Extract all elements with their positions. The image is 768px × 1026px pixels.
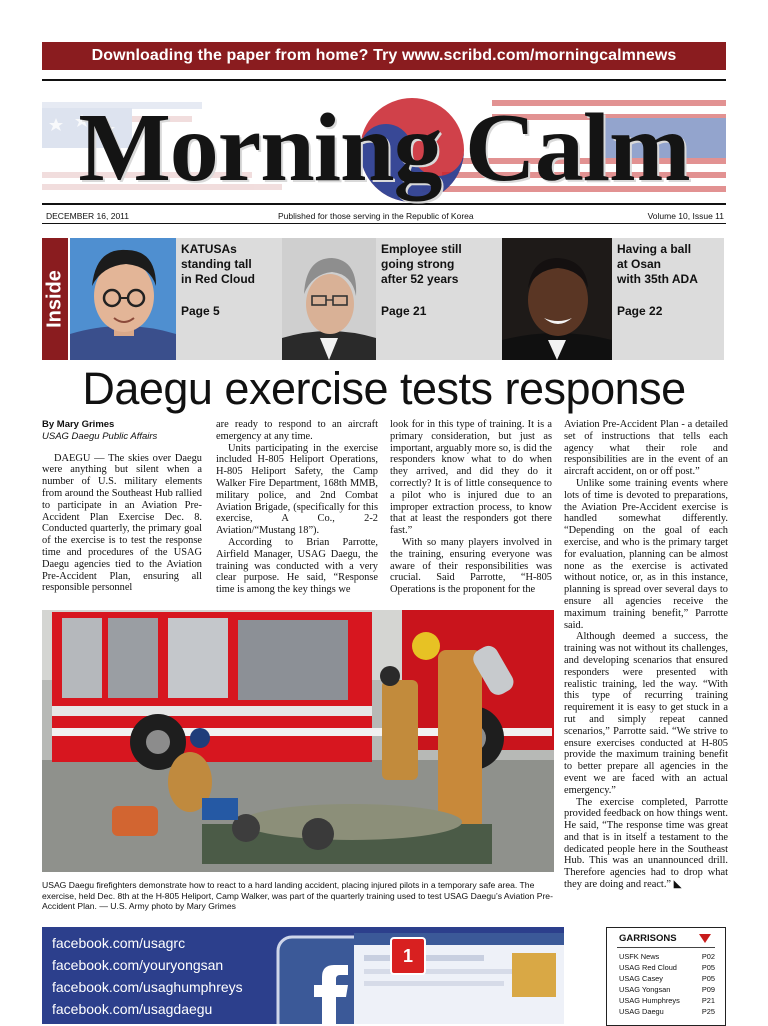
inside-item-3-line-1: Having a ball <box>617 242 692 256</box>
paragraph: Although deemed a success, the training was not without its challenges, and developing scenarios that ensured responders were presented with realistic training, led the way. “With this type of recurring training requirement it is easy to get stuck in a rut and simply repeat canned scenarios,” Parrotte said. “We strive to ensure exercises conducted at H-805 provide the maximum training benefit to better prepare all agencies in the event we are faced with an actual emergency.” <box>564 631 728 796</box>
dateline-rule <box>42 223 726 224</box>
inside-item-2-line-1: Employee still <box>381 242 462 256</box>
masthead-title: Morning Calm <box>78 94 690 202</box>
inside-item-3[interactable] <box>612 238 724 360</box>
inside-item-2-line-3: after 52 years <box>381 272 459 286</box>
paragraph: look for in this type of training. It is a primary consideration, but just as important, arguably more so, is did the responders know what to do when they arrived, and did they do it correctly? It is of little consequence to a pilot who is injured due to an improper extraction process, to know that at least the responders got there fast.” <box>390 419 552 537</box>
photo-caption: USAG Daegu firefighters demonstrate how to react to a hard landing accident, placing injured pilots in a temporary safe area. The exercise, held Dec. 8th at the H-805 Heliport, Camp Walker, was part of the quarterly training used to test USAG Daegu’s Aviation Pre-Accident Plan. — U.S. Army photo by Mary Grimes <box>42 880 553 912</box>
garrison-row[interactable] <box>619 985 715 994</box>
garrisons-title: GARRISONS <box>619 933 677 944</box>
paragraph: According to Brian Parrotte, Airfield Manager, USAG Daegu, the training was conducted with a very clear purpose. He said, “Response time is among the key things we <box>216 536 378 596</box>
inside-item-1-page: Page 5 <box>181 304 220 318</box>
inside-photo-employee <box>282 238 376 360</box>
facebook-links-panel <box>42 927 564 1024</box>
issue-date: DECEMBER 16, 2011 <box>46 211 129 221</box>
article-column-4 <box>564 419 728 891</box>
facebook-link-youryongsan[interactable]: facebook.com/youryongsan <box>52 957 224 973</box>
article-column-1 <box>42 419 202 594</box>
garrison-name: USAG Casey <box>619 974 663 983</box>
garrison-name: USAG Daegu <box>619 1007 664 1016</box>
article-photo-fire-truck <box>42 610 554 872</box>
garrison-row[interactable] <box>619 996 715 1005</box>
paragraph: Units participating in the exercise included H-805 Heliport Operations, H-805 Heliport Safety, the Camp Walker Fire Department, 168th MMB, military police, and 2nd Combat Aviation Brigade, (specifically for this exercise, A Co., 2-2 Aviation/“Mustang 18”). <box>216 442 378 537</box>
inside-item-2-page: Page 21 <box>381 304 427 318</box>
garrison-name: USAG Red Cloud <box>619 963 677 972</box>
garrison-page: P02 <box>701 952 715 961</box>
garrison-row[interactable] <box>619 1007 715 1016</box>
paragraph: are ready to respond to an aircraft emergency at any time. <box>216 419 378 442</box>
inside-item-3-page: Page 22 <box>617 304 663 318</box>
scribd-banner: Downloading the paper from home? Try www.scribd.com/morningcalmnews <box>42 42 726 70</box>
portrait-image <box>282 238 376 360</box>
paragraph: Unlike some training events where lots of time is devoted to preparations, the Aviation Pre-Accident exercise is handled somewhat differently. “Depending on the goal of each exercise, and who is the primary target for evaluation, planning can be almost none as the exercise is activated without notice, or, as in this instance, planning is spread over several days to ensure all agencies receive the maximum training benefit,” Parrotte said. <box>564 477 728 631</box>
inside-item-1[interactable] <box>176 238 282 360</box>
notification-count: 1 <box>402 946 413 966</box>
inside-photo-osan <box>502 238 612 360</box>
facebook-link-usaghumphreys[interactable]: facebook.com/usaghumphreys <box>52 979 243 995</box>
inside-item-3-line-3: with 35th ADA <box>617 272 698 286</box>
garrison-page: P05 <box>701 974 715 983</box>
publication-tagline: Published for those serving in the Republic of Korea <box>278 211 474 221</box>
paragraph: Aviation Pre-Accident Plan - a detailed set of instructions that tells each agency what their role and responsibilities are in the event of an aircraft accident, on or off post.” <box>564 419 728 478</box>
facebook-link-usagdaegu[interactable]: facebook.com/usagdaegu <box>52 1001 213 1017</box>
garrison-name: USFK News <box>619 952 660 961</box>
portrait-image <box>70 238 176 360</box>
notification-badge <box>390 937 426 975</box>
garrison-page: P09 <box>701 985 715 994</box>
inside-item-1-line-1: KATUSAs <box>181 242 237 256</box>
article-headline: Daegu exercise tests response <box>82 363 686 414</box>
inside-item-2[interactable] <box>376 238 502 360</box>
inside-item-1-line-2: standing tall <box>181 257 252 271</box>
garrison-row[interactable] <box>619 963 715 972</box>
garrison-row[interactable] <box>619 952 715 961</box>
garrison-name: USAG Humphreys <box>619 996 680 1005</box>
paragraph: The exercise completed, Parrotte provided feedback on how things went. He said, “The response time was great and that is in itself a testament to the dedicated people here in the Southeast Hub. This was an unannounced drill. Therefore agencies had to drop what they are doing and react.” ◣ <box>564 796 728 891</box>
inside-item-1-line-3: in Red Cloud <box>181 272 255 286</box>
garrisons-index <box>606 927 726 1026</box>
garrison-page: P21 <box>701 996 715 1005</box>
banner-rule <box>42 79 726 81</box>
fire-truck-scene-image <box>42 610 554 872</box>
garrison-page: P05 <box>701 963 715 972</box>
article-column-2 <box>216 419 378 596</box>
garrison-name: USAG Yongsan <box>619 985 671 994</box>
inside-photo-katusa <box>70 238 176 360</box>
inside-label-tab <box>42 238 68 360</box>
garrison-row[interactable] <box>619 974 715 983</box>
facebook-link-usagrc[interactable]: facebook.com/usagrc <box>52 935 186 951</box>
paragraph: DAEGU — The skies over Daegu were anything but silent when a number of U.S. military elements from around the Southeast Hub rallied to participate in an Aviation Pre-Accident Plan Exercise Dec. 8. Conducted quarterly, the primary goal of the exercise is to test the response time and procedures of the USAG Daegu agencies tied to the Aviation Pre-Accident Plan, ensuring all responsible personnel <box>42 452 202 594</box>
article-column-3 <box>390 419 552 596</box>
inside-item-3-line-2: at Osan <box>617 257 662 271</box>
issue-volume: Volume 10, Issue 11 <box>647 211 724 221</box>
garrisons-divider <box>617 947 715 948</box>
portrait-image <box>502 238 612 360</box>
inside-item-2-line-2: going strong <box>381 257 455 271</box>
inside-label: Inside <box>43 270 66 328</box>
byline: By Mary Grimes <box>42 419 115 430</box>
byline-organization: USAG Daegu Public Affairs <box>42 430 158 442</box>
masthead <box>42 88 726 206</box>
paragraph: With so many players involved in the training, ensuring everyone was aware of their responsibilities was crucial. Said Parrotte, “H-805 Operations is the proponent for the <box>390 536 552 596</box>
garrison-page: P25 <box>701 1007 715 1016</box>
triangle-down-icon <box>699 934 711 943</box>
